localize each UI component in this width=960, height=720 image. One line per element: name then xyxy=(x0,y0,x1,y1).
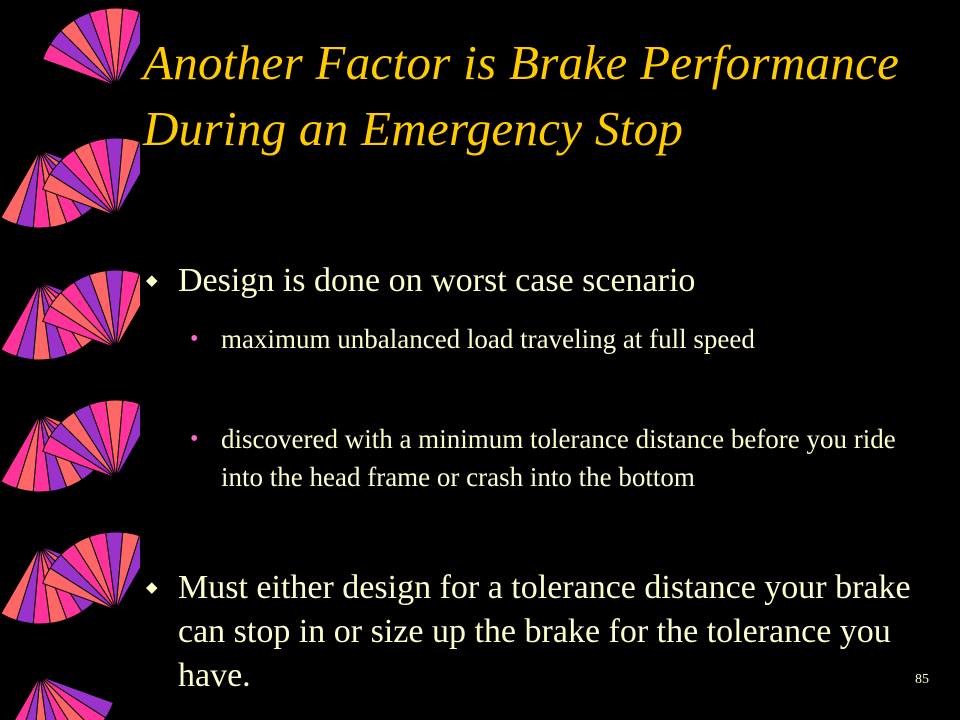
fan-decoration xyxy=(1,676,113,720)
bullet-text: Design is done on worst case scenario xyxy=(178,262,696,299)
dot-bullet-icon: • xyxy=(190,326,199,352)
bullet-item xyxy=(143,566,933,698)
diamond-bullet-icon: ◆ xyxy=(146,580,158,596)
bullet-text: Must either design for a tolerance distance your brake can stop in or size up the brake for the tolerance you have. xyxy=(178,569,911,694)
subbullet-item xyxy=(188,320,928,358)
page-number: 85 xyxy=(915,672,929,687)
bullet-item xyxy=(143,259,933,303)
diamond-bullet-icon: ◆ xyxy=(146,273,158,289)
slide-title: Another Factor is Brake Performance During an Emergency Stop xyxy=(143,35,900,156)
fan-decoration xyxy=(43,8,140,86)
subbullet-text: discovered with a minimum tolerance distance before you ride into the head frame or crash into the bottom xyxy=(221,424,896,492)
subbullet-text: maximum unbalanced load traveling at full speed xyxy=(221,324,755,354)
subbullet-item xyxy=(188,420,928,496)
fan-border-decoration xyxy=(0,0,140,720)
dot-bullet-icon: • xyxy=(190,426,199,452)
